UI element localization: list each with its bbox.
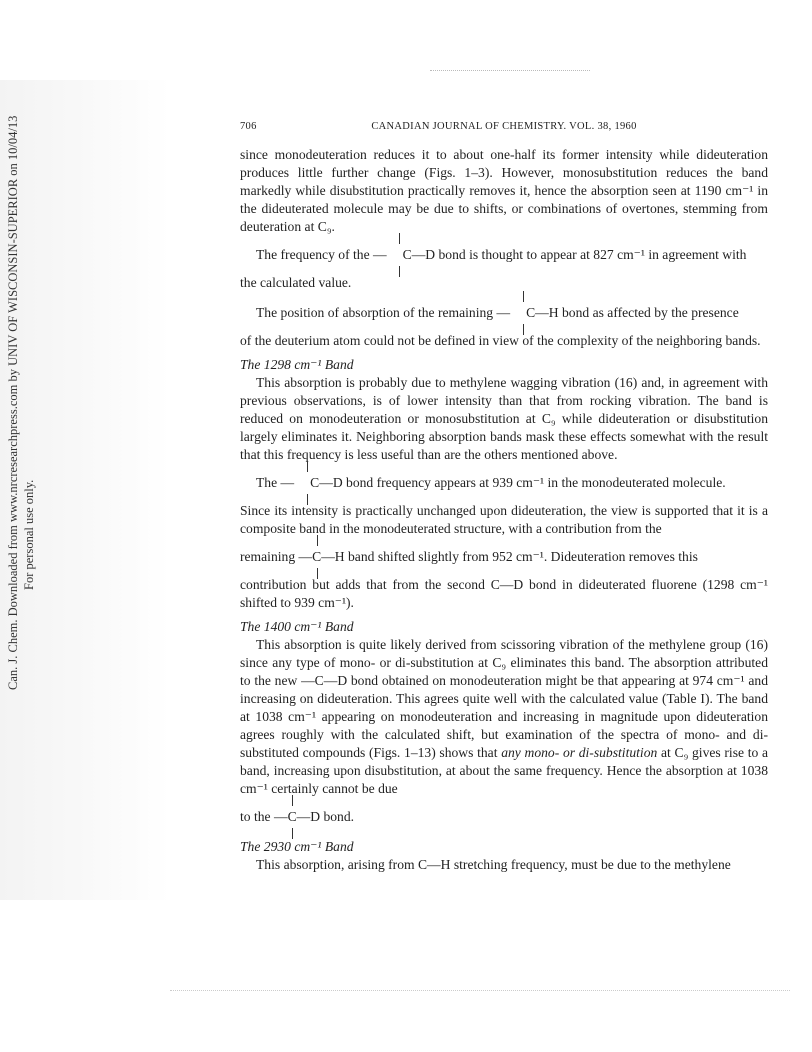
bond-line-bottom <box>307 494 308 505</box>
bond-line-bottom <box>292 828 293 839</box>
page-number: 706 <box>240 121 257 132</box>
text-fragment: —D bond. <box>296 809 355 824</box>
bond-line-top <box>523 291 524 302</box>
carbon-atom: C <box>287 809 297 824</box>
paragraph-4: This absorption is probably due to methylene wagging vibration (16) and, in agreement with previous observations, is of lower intensity than that from rocking vibration. The band is reduced on monodeuteration or monosubstitution at C₉ while dideuteration or disubstitution largely eliminates it. Neighboring absorption bands mask these effects somewhat with the result that this frequency is less useful than are the others mentioned above. <box>240 375 768 462</box>
carbon-bond-symbol <box>387 246 412 264</box>
paragraph-6-continuation: contribution but adds that from the second C—D bond in dideuterated fluorene (1298 cm⁻¹ shifted to 939 cm⁻¹). <box>240 577 768 610</box>
carbon-bond-symbol <box>288 808 297 826</box>
paragraph-7 <box>240 636 768 798</box>
text-fragment: —D bond frequency appears at 939 cm⁻¹ in the monodeuterated molecule. <box>319 475 726 490</box>
bond-line-top <box>292 795 293 806</box>
section-heading-1400: The 1400 cm⁻¹ Band <box>240 619 354 634</box>
paragraph-3-structure-line <box>240 304 768 322</box>
paragraph-3-continuation: of the deuterium atom could not be defined in view of the complexity of the neighboring bands. <box>240 333 761 348</box>
carbon-atom: C <box>312 549 322 564</box>
paragraph-5-continuation: Since its intensity is practically unchanged upon dideuteration, the view is supported that it is a composite band in the monodeuterated structure, with a contribution from the <box>240 503 768 536</box>
emphasis-text: any mono- or di-substitution <box>501 745 658 760</box>
running-head <box>240 118 768 136</box>
carbon-bond-symbol <box>312 548 321 566</box>
section-heading-1298: The 1298 cm⁻¹ Band <box>240 357 354 372</box>
paragraph-8-structure-line <box>240 808 768 826</box>
bond-line-bottom <box>317 568 318 579</box>
text-fragment: remaining — <box>240 549 313 564</box>
carbon-bond-symbol <box>510 304 535 322</box>
text-fragment: This absorption is quite likely derived from scissoring vibration of the methylene group (16) since any type of mono- or di-substitution at C₉ eliminates this band. The absorption attributed to the new —C—D bond obtained on monodeuteration might be that appearing at 974 cm⁻¹ and increasing on dideuteration. This agrees quite well with the calculated value (Table I). The band at 1038 cm⁻¹ appearing on monodeuteration and increasing in magnitude upon dideuteration agrees roughly with the calculated shift, but examination of the spectra of mono- and di-substituted compounds (Figs. 1–13) shows that <box>240 637 768 760</box>
scan-artifact-bottom <box>170 990 790 995</box>
text-fragment: The position of absorption of the remaining — <box>256 305 511 320</box>
carbon-bond-symbol <box>294 474 319 492</box>
text-fragment: —H band shifted slightly from 952 cm⁻¹. Dideuteration removes this <box>321 549 698 564</box>
bond-line-top <box>399 233 400 244</box>
section-heading-2930: The 2930 cm⁻¹ Band <box>240 839 354 854</box>
scan-artifact-top <box>430 70 590 73</box>
text-fragment: at C₉ gives rise to a band, increasing upon disubstitution, at about the same frequency. Hence the absorption at 1038 cm⁻¹ certainly cannot be due <box>240 745 769 796</box>
carbon-atom: C <box>402 247 412 262</box>
watermark-line-1: Can. J. Chem. Downloaded from www.nrcresearchpress.com by UNIV OF WISCONSIN-SUPERIOR on 10/04/13 <box>6 115 20 690</box>
paragraph-9: This absorption, arising from C—H stretching frequency, must be due to the methylene <box>256 857 731 872</box>
bond-line-bottom <box>399 266 400 277</box>
text-fragment: —D bond is thought to appear at 827 cm⁻¹ in agreement with <box>411 247 747 262</box>
paragraph-2-continuation: the calculated value. <box>240 275 352 290</box>
paragraph-1: since monodeuteration reduces it to about one-half its former intensity while dideuteration produces little further change (Figs. 1–3). However, monosubstitution reduces the band markedly while disubstitution practically removes it, hence the absorption seen at 1190 cm⁻¹ in the dideuterated molecule may be due to shifts, or combinations of overtones, stemming from deuteration at C₉. <box>240 147 768 234</box>
watermark-line-2: For personal use only. <box>22 479 36 590</box>
text-fragment: to the — <box>240 809 288 824</box>
bond-line-top <box>317 535 318 546</box>
paragraph-6-structure-line <box>240 548 768 566</box>
paragraph-5-structure-line <box>240 474 768 492</box>
journal-page <box>240 118 768 874</box>
carbon-atom: C <box>526 305 536 320</box>
bond-line-top <box>307 461 308 472</box>
carbon-atom: C <box>310 475 320 490</box>
bond-line-bottom <box>523 324 524 335</box>
text-fragment: The — <box>256 475 295 490</box>
journal-title: CANADIAN JOURNAL OF CHEMISTRY. VOL. 38, 1960 <box>371 121 637 132</box>
text-fragment: The frequency of the — <box>256 247 387 262</box>
text-fragment: —H bond as affected by the presence <box>535 305 739 320</box>
paragraph-2-structure-line <box>240 246 768 264</box>
